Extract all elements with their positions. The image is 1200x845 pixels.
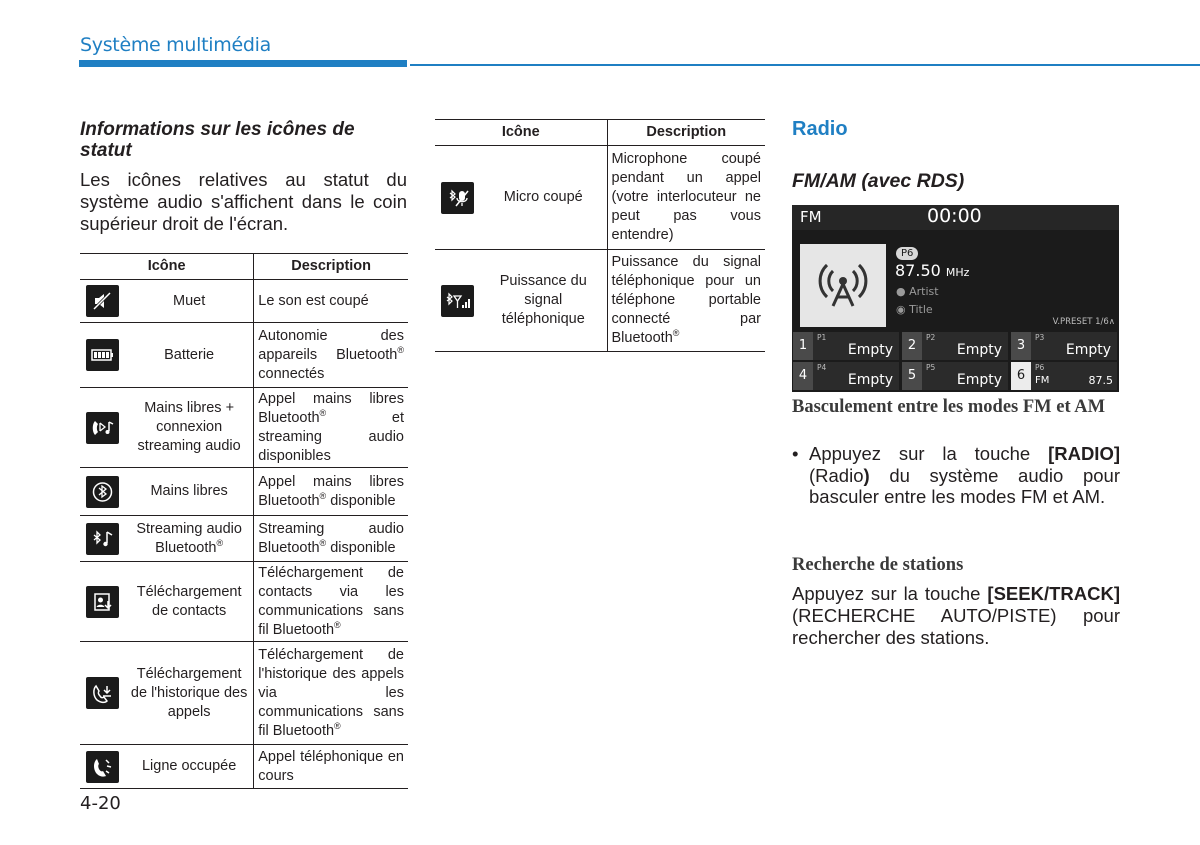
column-header-icon: Icône xyxy=(80,254,254,280)
preset-page-indicator: V.PRESET 1/6∧ xyxy=(1052,317,1115,327)
handsfree-audio-icon xyxy=(86,412,119,444)
switch-mode-heading: Basculement entre les modes FM et AM xyxy=(792,397,1106,417)
page-number: 4-20 xyxy=(80,793,121,814)
status-icons-table xyxy=(80,253,408,789)
table-row xyxy=(80,745,408,789)
mic-muted-icon xyxy=(441,182,474,214)
handsfree-icon xyxy=(86,476,119,508)
station-search-instruction: Appuyez sur la touche [SEEK/TRACK] (RECHERCHE AUTO/PISTE) pour rechercher des stations. xyxy=(792,583,1120,648)
icon-description: Streaming audio Bluetooth® disponible xyxy=(254,516,408,562)
icon-name: Mains libres xyxy=(125,468,254,516)
signal-strength-icon xyxy=(441,285,474,317)
line-busy-icon xyxy=(86,751,119,783)
icon-name: Ligne occupée xyxy=(125,745,254,789)
radio-heading: Radio xyxy=(792,118,848,140)
mute-icon xyxy=(86,285,119,317)
battery-icon xyxy=(86,339,119,371)
column-header-description: Description xyxy=(254,254,408,280)
title-label: ◉ Title xyxy=(896,303,933,316)
title-icon: ◉ xyxy=(896,303,906,316)
column-header-description: Description xyxy=(607,120,765,146)
status-icons-intro: Les icônes relatives au statut du système audio s'affichent dans le coin supérieur droit de l'écran. xyxy=(80,169,407,234)
icon-description: Appel mains libres Bluetooth® et streaming audio disponibles xyxy=(254,388,408,468)
screen-clock: 00:00 xyxy=(927,205,982,227)
table-row xyxy=(80,280,408,323)
table-row xyxy=(80,642,408,745)
radio-broadcast-icon xyxy=(800,244,886,327)
preset-button-4[interactable]: 4 P4 Empty xyxy=(793,362,899,390)
icon-cell xyxy=(435,250,480,352)
frequency-readout: 87.50 MHz xyxy=(895,261,970,280)
header-rule xyxy=(410,64,1200,66)
icon-cell xyxy=(80,745,125,789)
icon-description: Téléchargement de contacts via les communications sans fil Bluetooth® xyxy=(254,562,408,642)
icon-name: Téléchargement de l'historique des appels xyxy=(125,642,254,745)
preset-button-5[interactable]: 5 P5 Empty xyxy=(902,362,1008,390)
preset-button-2[interactable]: 2 P2 Empty xyxy=(902,332,1008,360)
audio-streaming-icon xyxy=(86,523,119,555)
table-row xyxy=(80,562,408,642)
icon-name: Muet xyxy=(125,280,254,323)
section-title: Système multimédia xyxy=(80,34,271,56)
icon-name: Micro coupé xyxy=(480,146,607,250)
icon-cell xyxy=(435,146,480,250)
table-row xyxy=(80,388,408,468)
table-header-row xyxy=(80,254,408,280)
icon-name: Puissance du signal téléphonique xyxy=(480,250,607,352)
preset-badge: P6 xyxy=(896,247,918,260)
table-header-row xyxy=(435,120,765,146)
fm-am-heading: FM/AM (avec RDS) xyxy=(792,170,965,192)
table-row xyxy=(80,323,408,388)
header-bar-accent xyxy=(79,60,407,67)
screen-mode-label: FM xyxy=(800,208,822,226)
station-search-heading: Recherche de stations xyxy=(792,555,964,575)
status-icons-heading: Informations sur les icônes de statut xyxy=(80,119,355,161)
icon-name: Batterie xyxy=(125,323,254,388)
icon-description: Puissance du signal téléphonique pour un téléphone portable connecté par Bluetooth® xyxy=(607,250,765,352)
icon-cell xyxy=(80,642,125,745)
radio-screen xyxy=(792,205,1119,392)
switch-mode-instruction: • Appuyez sur la touche [RADIO] (Radio) du système audio pour basculer entre les modes FM et AM. xyxy=(792,443,1120,507)
icon-description: Appel mains libres Bluetooth® disponible xyxy=(254,468,408,516)
preset-button-1[interactable]: 1 P1 Empty xyxy=(793,332,899,360)
icon-cell xyxy=(80,388,125,468)
contacts-download-icon xyxy=(86,586,119,618)
icon-name: Téléchargement de contacts xyxy=(125,562,254,642)
artist-label: ● Artist xyxy=(896,285,939,298)
icon-description: Appel téléphonique en cours xyxy=(254,745,408,789)
icon-name: Mains libres + connexion streaming audio xyxy=(125,388,254,468)
table-row xyxy=(80,516,408,562)
column-header-icon: Icône xyxy=(435,120,607,146)
icon-description: Microphone coupé pendant un appel (votre interlocuteur ne peut pas vous entendre) xyxy=(607,146,765,250)
icon-description: Le son est coupé xyxy=(254,280,408,323)
preset-button-3[interactable]: 3 P3 Empty xyxy=(1011,332,1117,360)
icon-cell xyxy=(80,323,125,388)
icon-cell xyxy=(80,562,125,642)
person-icon: ● xyxy=(896,285,906,298)
icon-cell xyxy=(80,280,125,323)
icon-cell xyxy=(80,468,125,516)
icon-description: Téléchargement de l'historique des appels via les communications sans fil Bluetooth® xyxy=(254,642,408,745)
table-row xyxy=(80,468,408,516)
call-history-download-icon xyxy=(86,677,119,709)
status-icons-table-continued xyxy=(435,119,765,352)
preset-button-6[interactable]: 6 P6 FM 87.5 xyxy=(1011,362,1117,390)
table-row xyxy=(435,250,765,352)
icon-name: Streaming audio Bluetooth® xyxy=(125,516,254,562)
table-row xyxy=(435,146,765,250)
icon-cell xyxy=(80,516,125,562)
icon-description: Autonomie des appareils Bluetooth® connectés xyxy=(254,323,408,388)
